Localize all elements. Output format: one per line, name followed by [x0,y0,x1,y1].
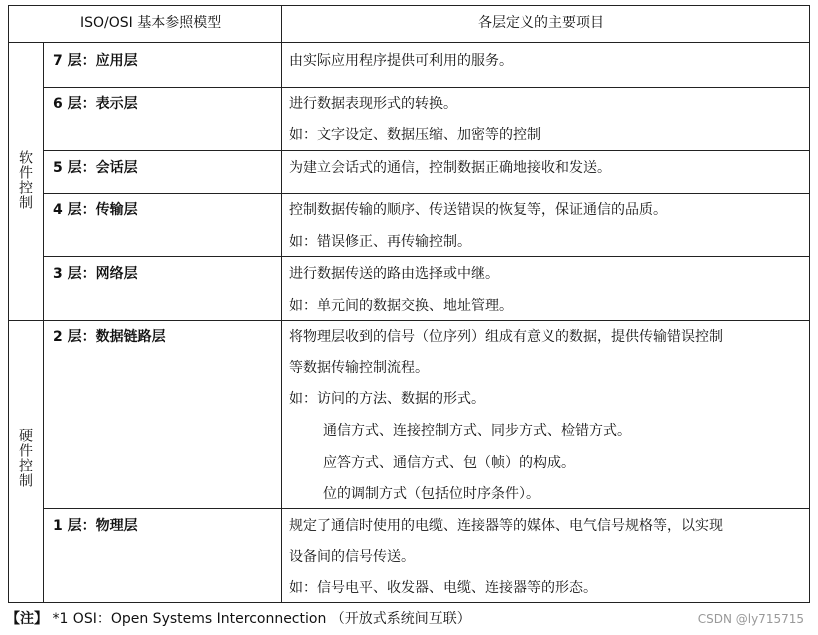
row-line-7 [43,87,810,88]
layer-2-name: 2 层：数据链路层 [53,329,166,345]
layer-3-name: 3 层：网络层 [53,266,138,282]
layer-2-line-6: 位的调制方式（包括位时序条件）。 [323,486,540,502]
row-line-5 [43,193,810,194]
footnote [6,610,471,628]
layer-2-line-4: 通信方式、连接控制方式、同步方式、检错方式。 [323,423,631,439]
layer-4-line-2: 如：错误修正、再传输控制。 [289,234,471,250]
header-right: 各层定义的主要项目 [478,15,604,31]
layer-2-line-1: 将物理层收到的信号（位序列）组成有意义的数据，提供传输错误控制 [289,329,723,345]
layer-4-line-1: 控制数据传输的顺序、传送错误的恢复等，保证通信的品质。 [289,202,667,218]
footnote-text: *1 OSI：Open Systems Interconnection （开放式系统间互联） [48,611,471,627]
layer-7-name: 7 层：应用层 [53,53,138,69]
layer-5-name: 5 层：会话层 [53,160,138,176]
layer-4-name: 4 层：传输层 [53,202,138,218]
layer-7-line-1: 由实际应用程序提供可利用的服务。 [289,53,513,69]
layer-1-line-1: 规定了通信时使用的电缆、连接器等的媒体、电气信号规格等，以实现 [289,518,723,534]
header-left: ISO/OSI 基本参照模型 [80,15,222,31]
layer-6-line-1: 进行数据表现形式的转换。 [289,96,457,112]
row-line-6 [43,150,810,151]
layer-5-line-1: 为建立会话式的通信，控制数据正确地接收和发送。 [289,160,611,176]
layer-1-line-3: 如：信号电平、收发器、电缆、连接器等的形态。 [289,580,597,596]
col-divider-group [43,42,44,603]
layer-6-name: 6 层：表示层 [53,96,138,112]
row-line-4 [43,256,810,257]
group-hardware-label: 硬件控制 [17,428,33,488]
layer-1-name: 1 层：物理层 [53,518,138,534]
row-line-3-group [8,320,810,321]
layer-2-line-2: 等数据传输控制流程。 [289,360,429,376]
footnote-marker: 【注】 [6,611,48,627]
watermark: CSDN @ly715715 [697,612,804,626]
layer-2-line-5: 应答方式、通信方式、包（帧）的构成。 [323,455,575,471]
group-software-label: 软件控制 [17,150,33,210]
layer-6-line-2: 如：文字设定、数据压缩、加密等的控制 [289,127,541,143]
layer-3-line-2: 如：单元间的数据交换、地址管理。 [289,298,513,314]
layer-3-line-1: 进行数据传送的路由选择或中继。 [289,266,499,282]
col-divider-main [281,5,282,603]
header-bottom-line [8,42,810,43]
row-line-2 [43,508,810,509]
layer-2-line-3: 如：访问的方法、数据的形式。 [289,391,485,407]
layer-1-line-2: 设备间的信号传送。 [289,549,415,565]
